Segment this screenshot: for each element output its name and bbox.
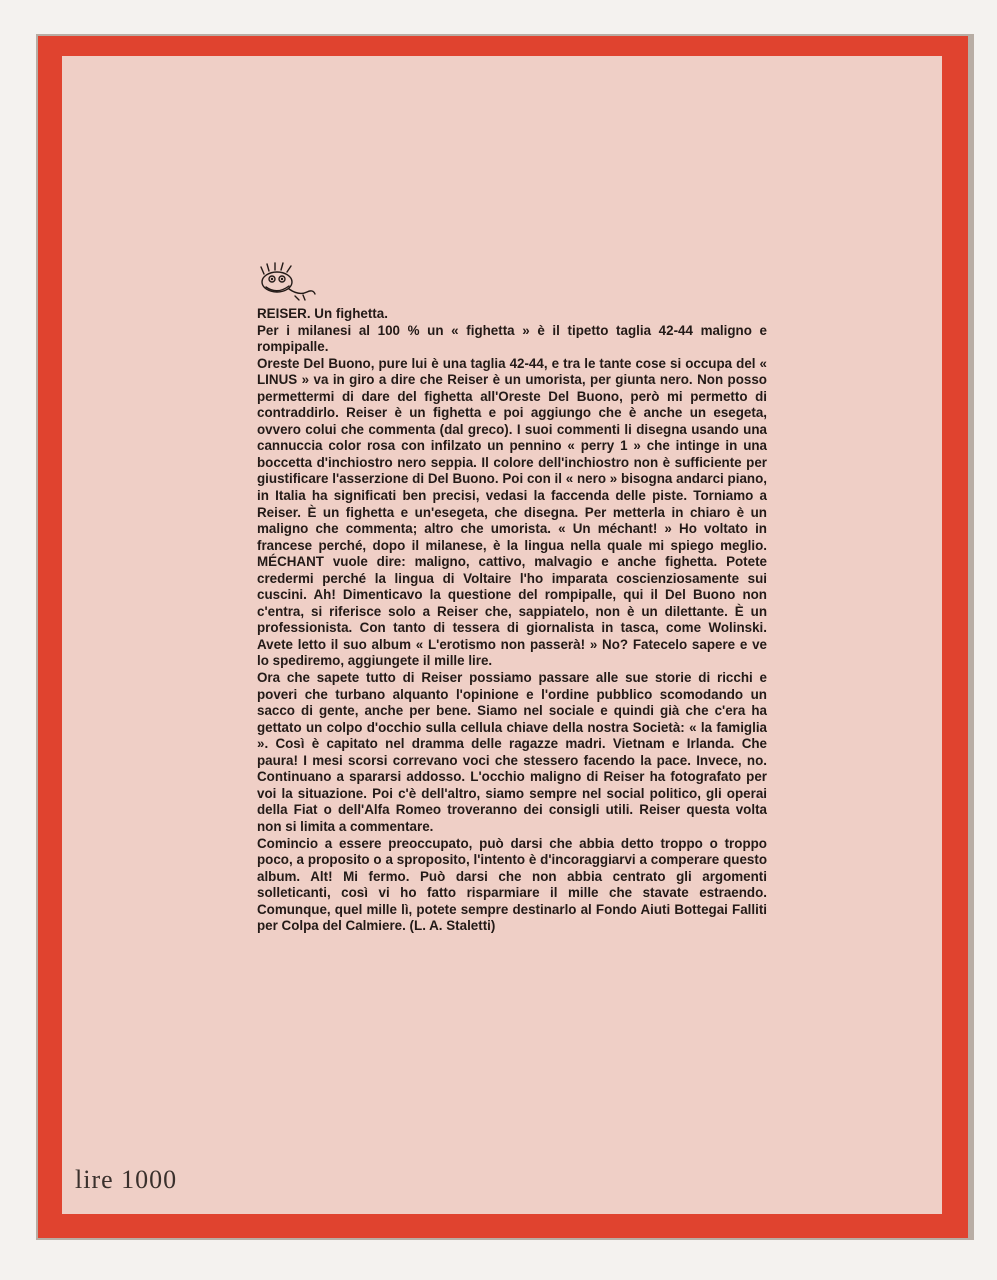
paragraph: Per i milanesi al 100 % un « fighetta » è il tipetto taglia 42-44 maligno e rompipalle. [257,322,767,355]
paragraph: Oreste Del Buono, pure lui è una taglia 42-44, e tra le tante cose si occupa del « LINUS » va in giro a dire che Reiser è un umorista, per giunta nero. Non posso permettermi di dare del fighetta all'Oreste Del Buono, però mi permetto di contraddirlo. Reiser è un fighetta e poi aggiungo che è anche un esegeta, ovvero colui che commenta (dal greco). I suoi commenti li disegna usando una cannuccia color rosa con infilzato un pennino « perry 1 » che intinge in una boccetta d'inchiostro nero seppia. Il colore dell'inchiostro non è sufficiente per giustificare l'asserzione di Del Buono. Poi con il « nero » bisogna andarci piano, in Italia ha significati ben precisi, vedasi la faccenda delle piste. Torniamo a Reiser. È un fighetta e un'esegeta, che disegna. Per metterla in chiaro è un maligno che commenta; altro che umorista. « Un méchant! » Ho voltato in francese perché, dopo il milanese, è la lingua nella quale mi spiego meglio. MÉCHANT vuole dire: maligno, cattivo, malvagio e anche fighetta. Potete credermi perché la lingua di Voltaire l'ho imparata coscienziosamente sui cuscini. Ah! Dimenticavo la questione del rompipalle, qui il Del Buono non c'entra, si riferisce solo a Reiser che, sappiatelo, non è un dilettante. È un professionista. Con tanto di tessera di giornalista in tasca, come Wolinski. Avete letto il suo album « L'erotismo non passerà! » No? Fatecelo sapere e ve lo spediremo, aggiungete il mille lire. [257,355,767,669]
price-label: lire 1000 [75,1165,178,1194]
paragraph: Ora che sapete tutto di Reiser possiamo passare alle sue storie di ricchi e poveri che turbano alquanto l'opinione e l'ordine pubblico scomodando un sacco di gente, anche per bene. Siamo nel sociale e quindi già che c'era ha gettato un colpo d'occhio sulla cellula chiave della nostra Società: « la famiglia ». Così è capitato nel dramma delle ragazze madri. Vietnam e Irlanda. Che paura! I mesi scorsi correvano voci che stessero facendo la pace. Invece, no. Continuano a spararsi addosso. L'occhio maligno di Reiser ha fotografato per voi la situazione. Poi c'è dell'altro, siamo sempre nel social politico, gli operai della Fiat o dell'Alfa Romeo troveranno dei consigli utili. Reiser questa volta non si limita a commentare. [257,670,767,834]
paragraph: Comincio a essere preoccupato, può darsi che abbia detto troppo o troppo poco, a proposito o a sproposito, l'intento è d'incoraggiarvi a comperare questo album. Alt! Mi fermo. Può darsi che non abbia centrato gli argomenti solleticanti, così vi ho fatto risparmiare il mille che stavate estraendo. Comunque, quel mille lì, potete sempre destinarlo al Fondo Aiuti Bottegai Falliti per Colpa del Calmiere. (L. A. Staletti) [257,835,767,934]
cartoon-mascot-icon [255,262,319,304]
article-title: REISER. Un fighetta. [257,306,388,321]
blurb-text [257,306,767,935]
